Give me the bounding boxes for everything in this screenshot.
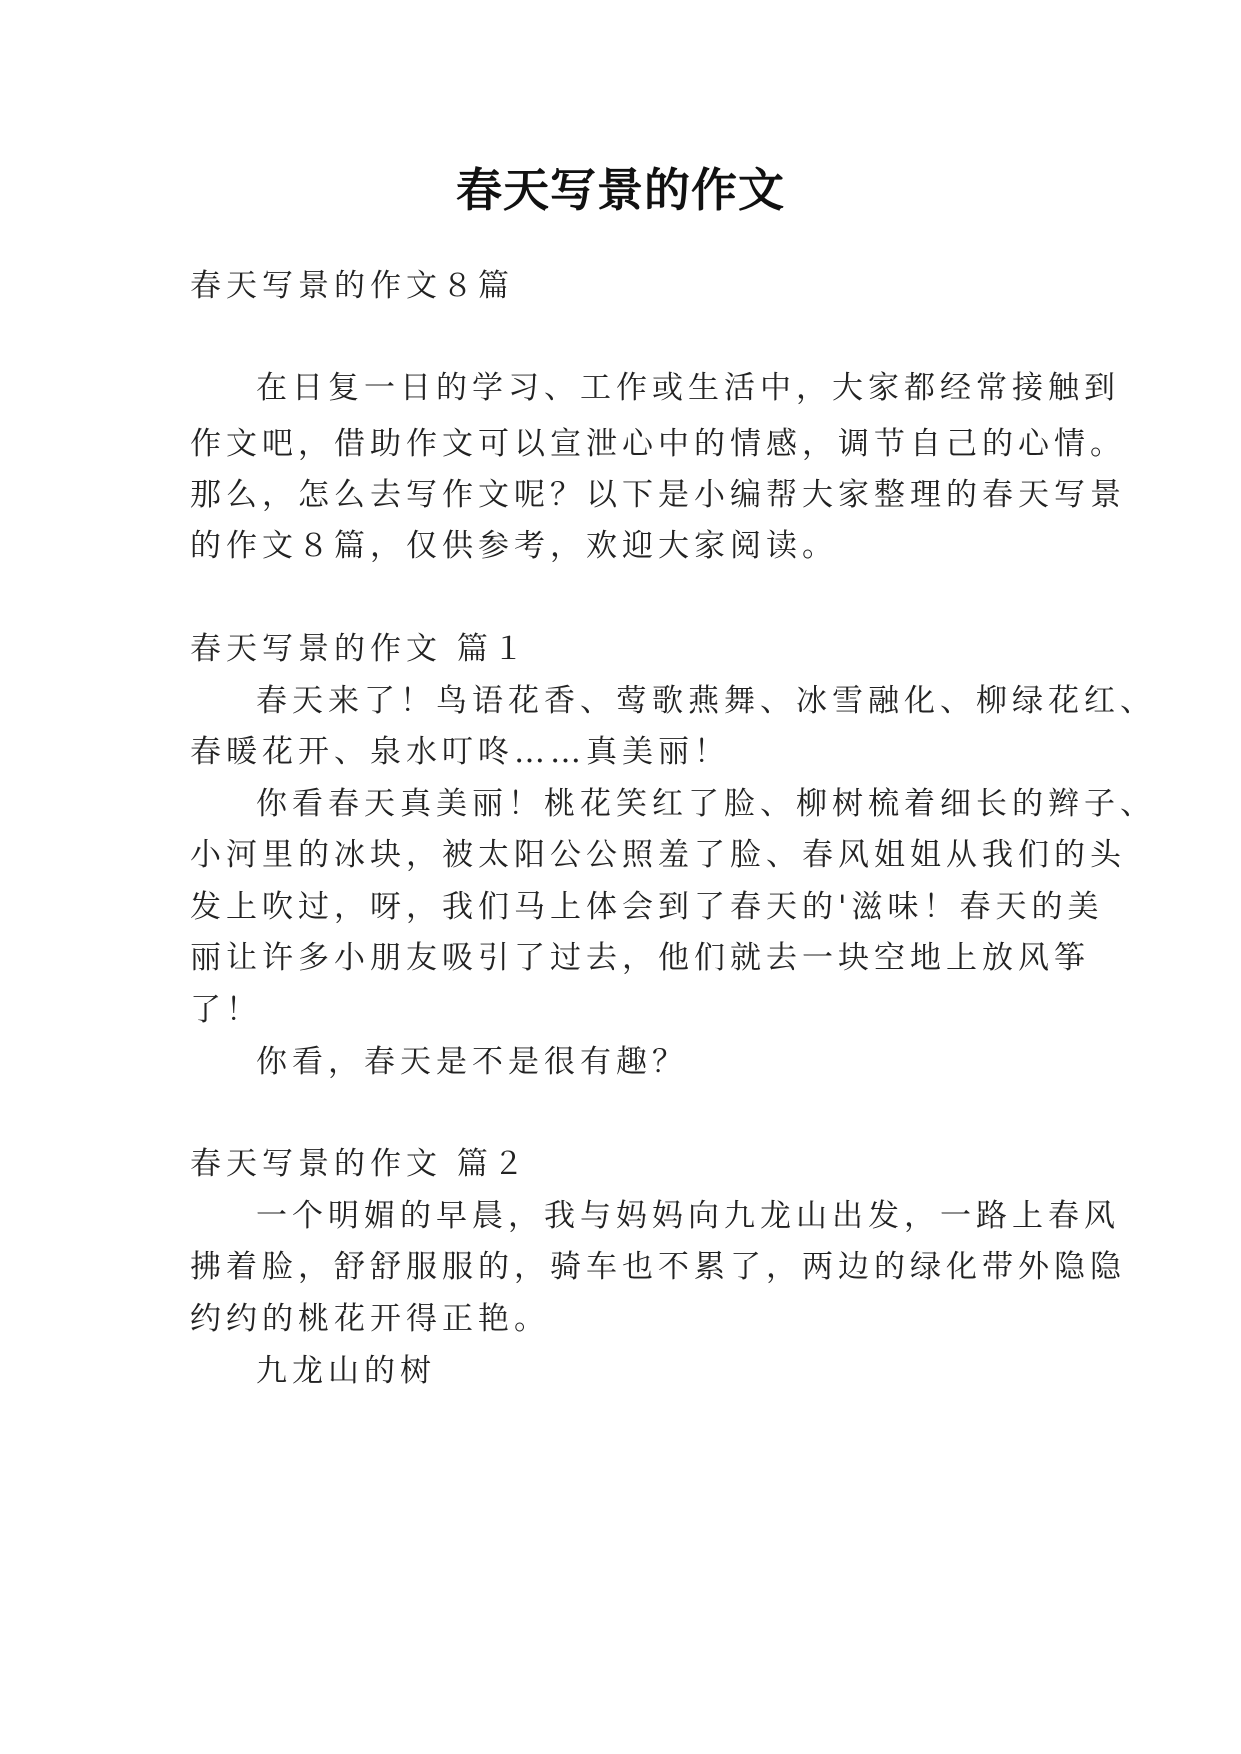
section-heading: 春天写景的作文 篇２	[190, 1146, 529, 1182]
paragraph-line: 发上吹过，呀，我们马上体会到了春天的'滋味！春天的美	[190, 889, 1104, 925]
paragraph-line: 拂着脸，舒舒服服的，骑车也不累了，两边的绿化带外隐隐	[190, 1249, 1126, 1285]
intro-line: 作文吧，借助作文可以宣泄心中的情感，调节自己的心情。	[190, 426, 1126, 462]
paragraph-line: 了！	[190, 992, 262, 1028]
paragraph-line: 你看，春天是不是很有趣？	[256, 1044, 688, 1080]
intro-line: 那么，怎么去写作文呢？以下是小编帮大家整理的春天写景	[190, 477, 1126, 513]
section-heading: 春天写景的作文 篇１	[190, 631, 529, 667]
document-subtitle: 春天写景的作文８篇	[190, 268, 514, 304]
paragraph-line: 丽让许多小朋友吸引了过去，他们就去一块空地上放风筝	[190, 940, 1090, 976]
paragraph-line: 春暖花开、泉水叮咚……真美丽！	[190, 734, 730, 770]
paragraph-line: 一个明媚的早晨，我与妈妈向九龙山出发，一路上春风	[256, 1198, 1120, 1234]
paragraph-line: 小河里的冰块，被太阳公公照羞了脸、春风姐姐从我们的头	[190, 837, 1126, 873]
paragraph-line: 约约的桃花开得正艳。	[190, 1301, 550, 1337]
intro-line: 的作文８篇，仅供参考，欢迎大家阅读。	[190, 528, 838, 564]
intro-line: 在日复一日的学习、工作或生活中，大家都经常接触到	[256, 370, 1120, 406]
document-title: 春天写景的作文	[456, 163, 785, 217]
paragraph-line: 你看春天真美丽！桃花笑红了脸、柳树梳着细长的辫子、	[256, 786, 1156, 822]
paragraph-line: 九龙山的树	[256, 1353, 436, 1389]
paragraph-line: 春天来了！鸟语花香、莺歌燕舞、冰雪融化、柳绿花红、	[256, 683, 1156, 719]
